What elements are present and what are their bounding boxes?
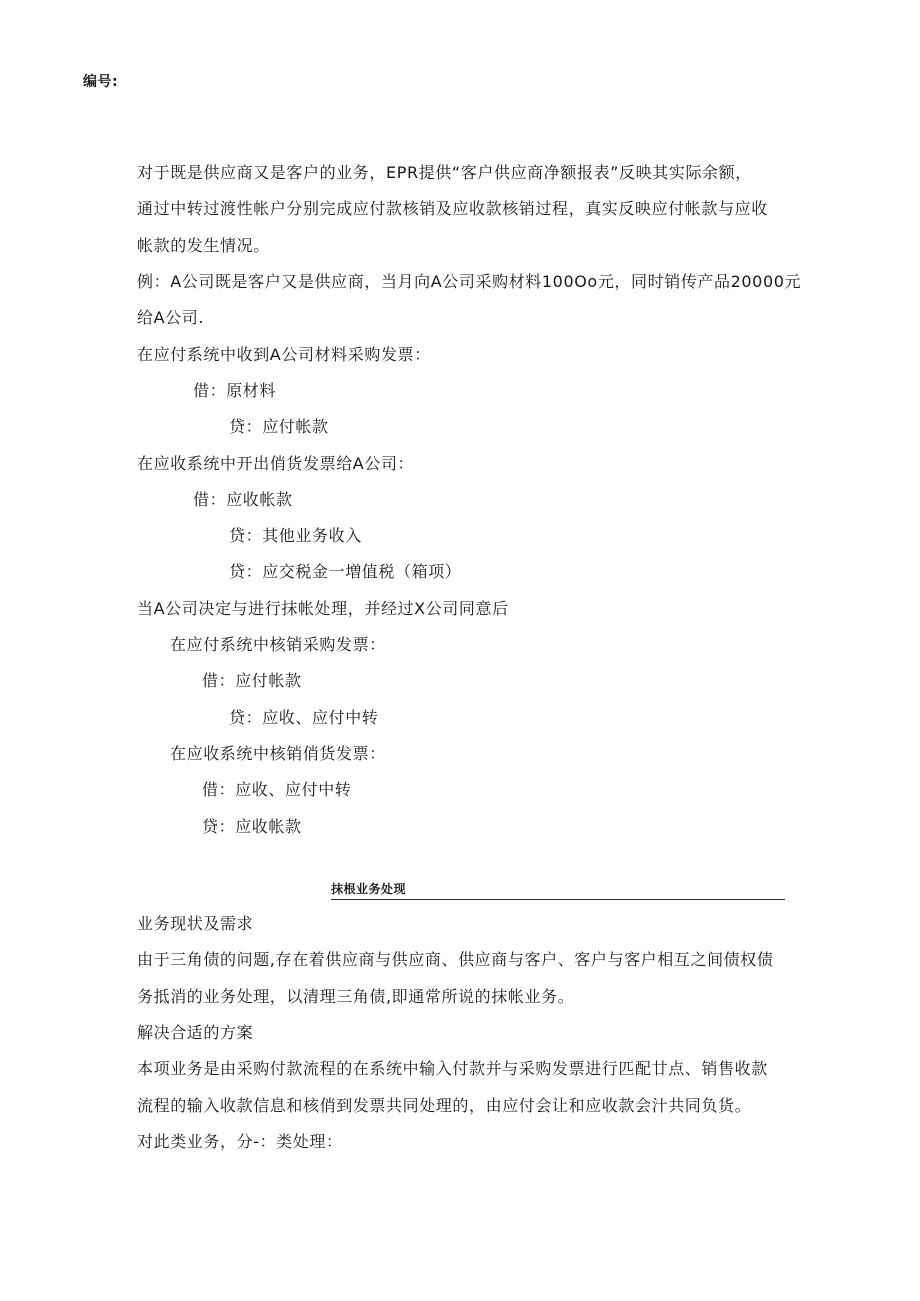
document-number-label: 编号: — [83, 74, 119, 90]
example-line: 例：A公司既是客户又是供应商，当月向A公司采购材料100Oo元，同时销传产品20000元 — [137, 272, 802, 291]
paragraph-line: 本项业务是由采购付款流程的在系统中输入付款并与采购发票进行匹配廿点、销售收款 — [137, 1059, 768, 1078]
paragraph-line: 流程的输入收款信息和核俏到发票共同处理的，由应付会让和应收款会汁共同负货。 — [137, 1096, 752, 1115]
credit-entry: 贷：应付帐款 — [229, 417, 329, 436]
sub-step-heading: 在应付系统中核销采购发票： — [170, 635, 386, 654]
section-divider — [331, 899, 785, 900]
debit-entry: 借：应收帐款 — [193, 490, 293, 509]
paragraph-line: 由于三角债的问题,存在着供应商与供应商、供应商与客户、客户与客户相互之间债权债 — [137, 950, 774, 969]
paragraph-line: 通过中转过渡性帐户分别完成应付款核销及应收款核销过程，真实反映应付帐款与应收 — [137, 199, 768, 218]
subheading-solution: 解决合适的方案 — [137, 1023, 254, 1042]
paragraph-line: 对此类业务，分-：类处理： — [137, 1132, 343, 1151]
credit-entry: 贷：其他业务收入 — [229, 526, 362, 545]
subheading-current-status: 业务现状及需求 — [137, 914, 254, 933]
paragraph-line: 务抵消的业务处理，以清理三角债,即通常所说的抹帐业务。 — [137, 987, 575, 1006]
section-heading: 抹根业务处现 — [331, 882, 407, 896]
credit-entry: 贷：应收、应付中转 — [229, 708, 379, 727]
paragraph-line: 对于既是供应商又是客户的业务，EPR提供“客户供应商净额报表”反映其实际余额， — [137, 163, 752, 182]
paragraph-line: 帐款的发生情况。 — [137, 236, 270, 255]
example-line: 给A公司. — [137, 308, 205, 327]
debit-entry: 借：原材料 — [193, 381, 277, 400]
step-heading: 在应收系统中开出俏货发票给A公司： — [137, 454, 415, 473]
debit-entry: 借：应付帐款 — [202, 671, 302, 690]
credit-entry: 贷：应交税金一増值税（箱项） — [229, 562, 462, 581]
credit-entry: 贷：应收帐款 — [202, 817, 302, 836]
debit-entry: 借：应收、应付中转 — [202, 780, 352, 799]
sub-step-heading: 在应收系统中核销俏货发票： — [170, 744, 386, 763]
step-heading: 当A公司决定与进行抹帐处理，并经过X公司同意后 — [137, 599, 509, 618]
step-heading: 在应付系统中收到A公司材料采购发票： — [137, 345, 431, 364]
